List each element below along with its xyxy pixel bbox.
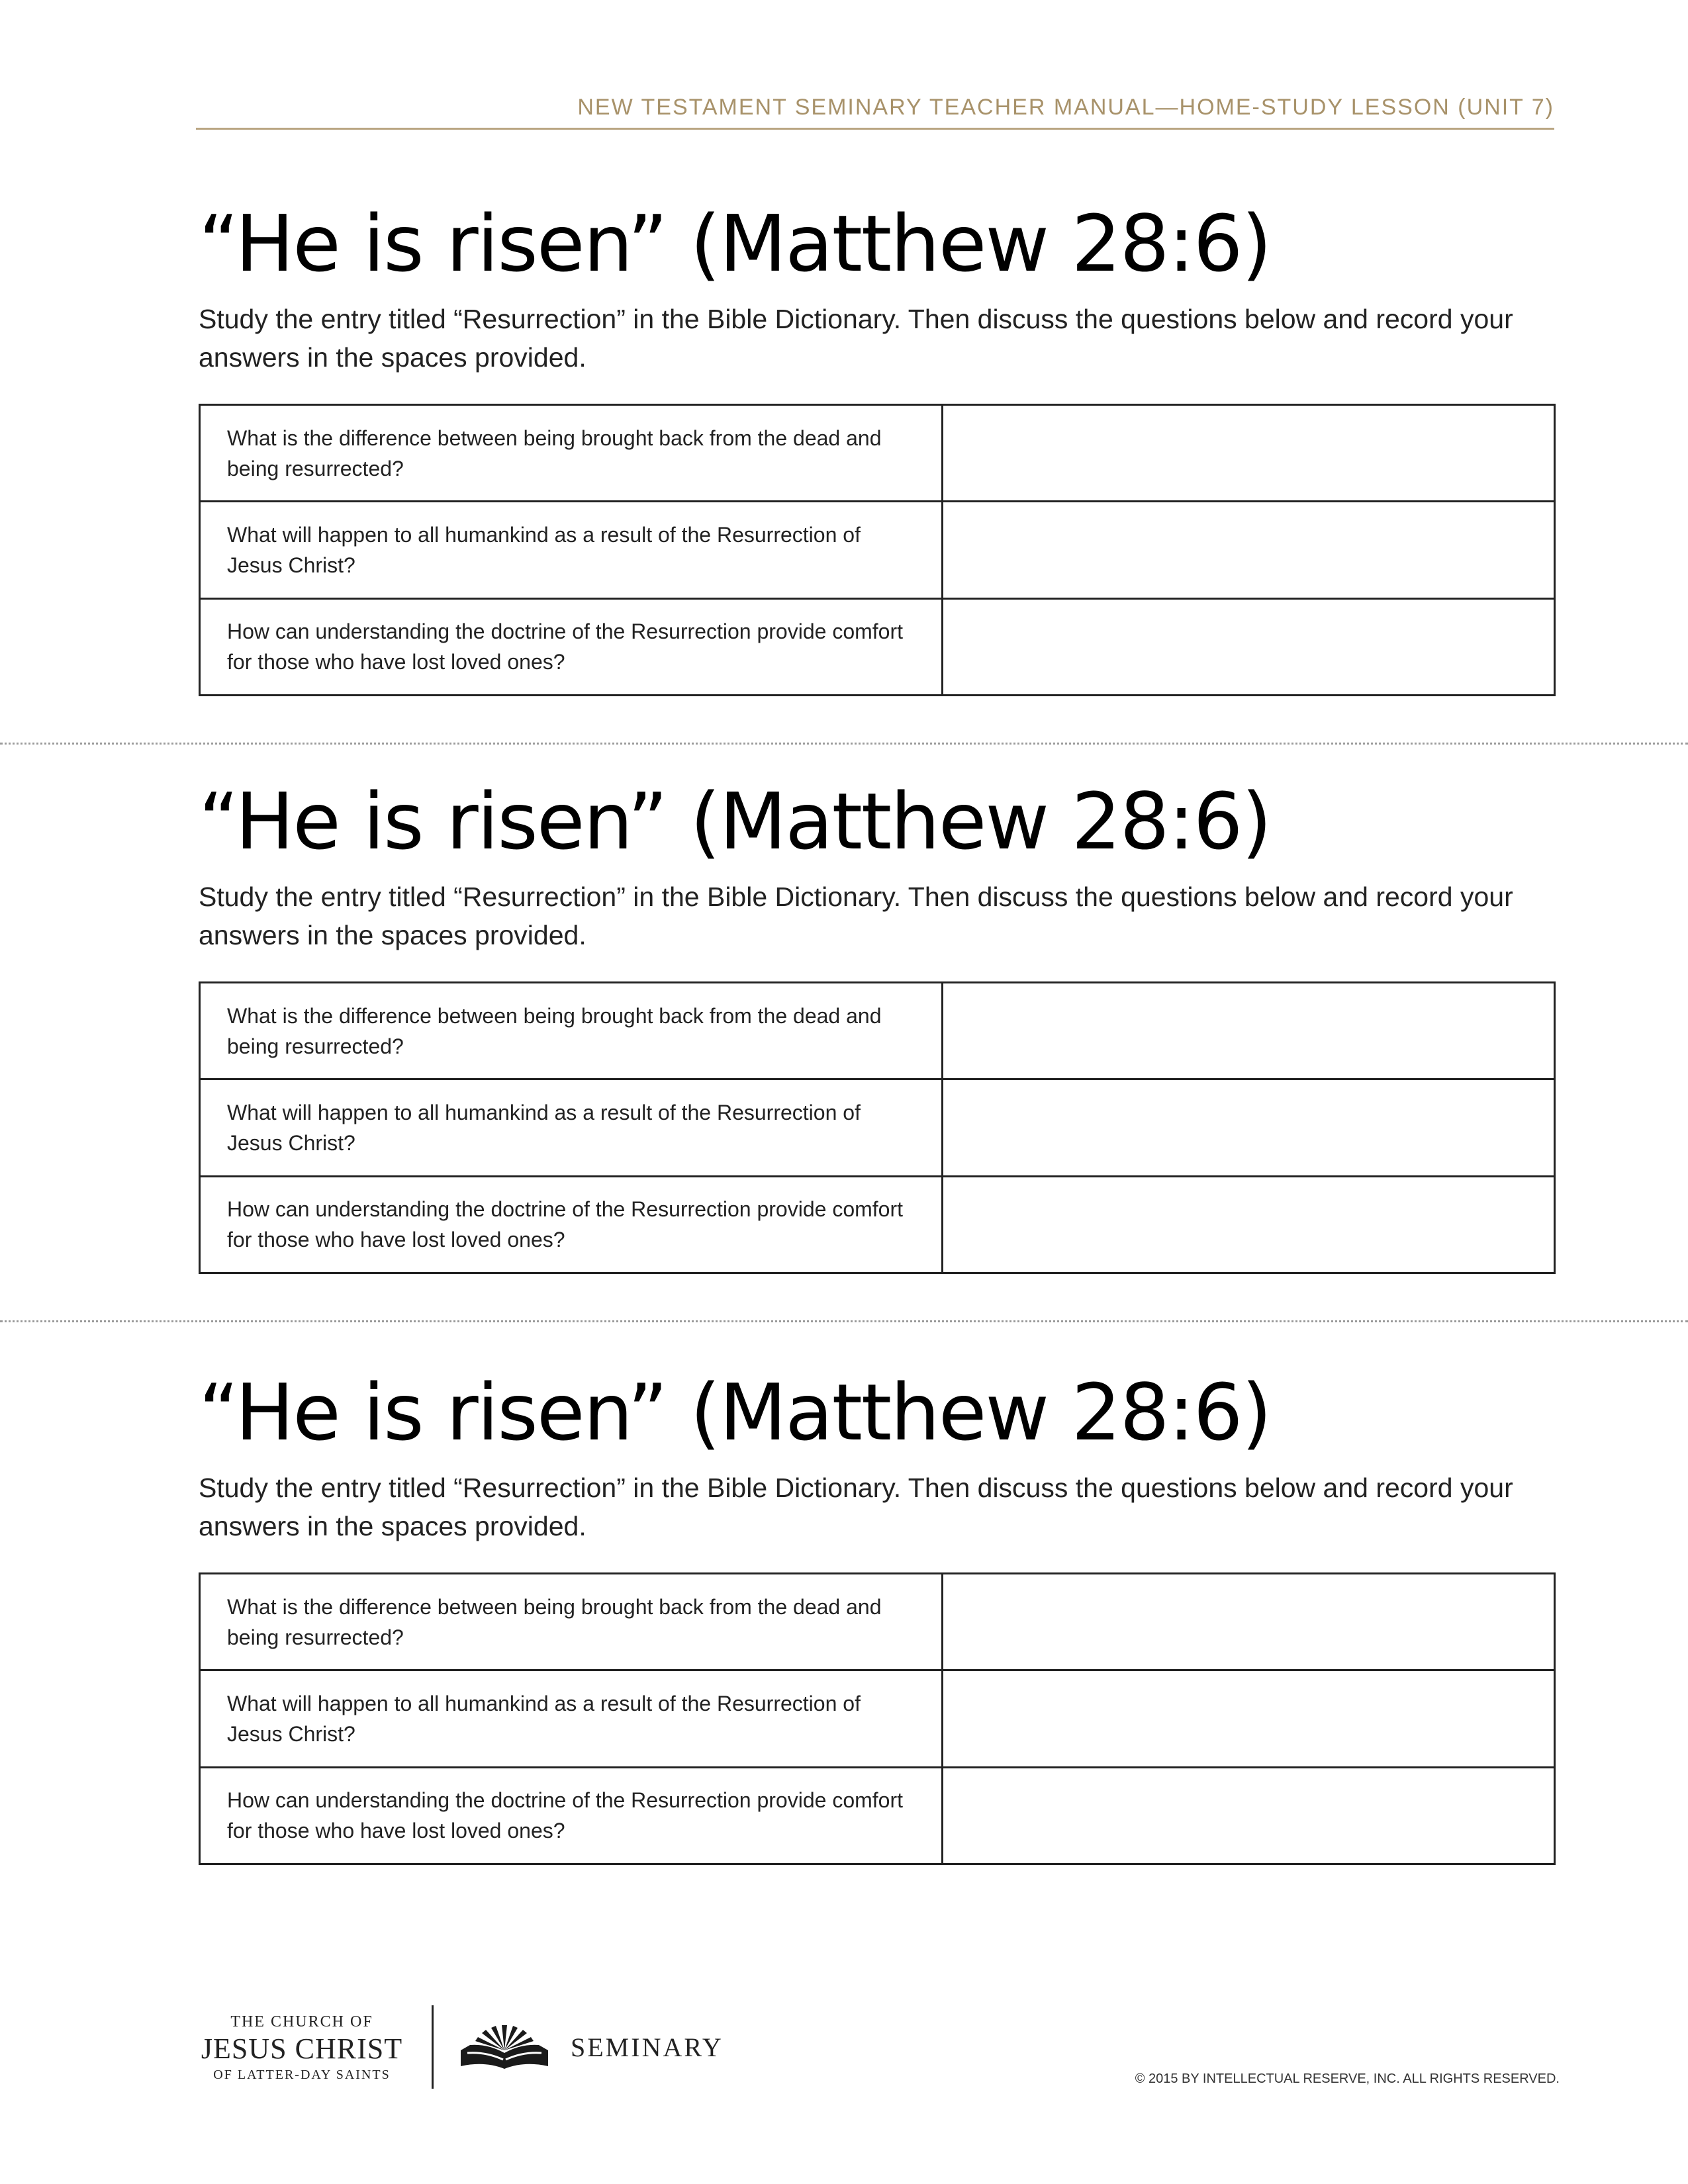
- answer-space[interactable]: [943, 1079, 1555, 1176]
- logo-divider: [432, 2005, 434, 2089]
- table-row: [200, 983, 1555, 1079]
- question-cell: What will happen to all humankind as a result of the Resurrection of Jesus Christ?: [200, 502, 943, 598]
- question-cell: What is the difference between being brought back from the dead and being resurrected?: [200, 405, 943, 502]
- seminary-book-icon: [458, 2024, 551, 2070]
- answer-space[interactable]: [943, 502, 1555, 598]
- question-table: [199, 1572, 1556, 1865]
- section-title: “He is risen” (Matthew 28:6): [199, 1367, 1271, 1458]
- answer-space[interactable]: [943, 405, 1555, 502]
- header-rule: [196, 128, 1554, 130]
- table-row: [200, 405, 1555, 502]
- table-row: [200, 1670, 1555, 1767]
- cut-line: [0, 743, 1688, 745]
- handout-section-2: [0, 772, 1688, 1314]
- cut-line: [0, 1320, 1688, 1322]
- question-cell: How can understanding the doctrine of the Resurrection provide comfort for those who have lost loved ones?: [200, 598, 943, 695]
- church-logo-line1: THE CHURCH OF: [230, 2013, 373, 2030]
- table-row: [200, 1767, 1555, 1864]
- question-cell: What is the difference between being brought back from the dead and being resurrected?: [200, 1574, 943, 1670]
- church-logo: [196, 2012, 408, 2083]
- section-title: “He is risen” (Matthew 28:6): [199, 198, 1271, 289]
- section-instructions: Study the entry titled “Resurrection” in the Bible Dictionary. Then discuss the questions below and record your answers in the spaces provided.: [199, 304, 1513, 373]
- answer-space[interactable]: [943, 1176, 1555, 1273]
- seminary-wordmark: SEMINARY: [571, 2032, 724, 2062]
- section-instructions: Study the entry titled “Resurrection” in the Bible Dictionary. Then discuss the questions below and record your answers in the spaces provided.: [199, 882, 1513, 950]
- table-row: [200, 1079, 1555, 1176]
- question-table: [199, 404, 1556, 696]
- running-header: NEW TESTAMENT SEMINARY TEACHER MANUAL—HOME-STUDY LESSON (UNIT 7): [577, 95, 1554, 120]
- copyright-notice: © 2015 BY INTELLECTUAL RESERVE, INC. ALL RIGHTS RESERVED.: [1135, 2071, 1560, 2086]
- handout-section-1: [0, 194, 1688, 737]
- answer-space[interactable]: [943, 1767, 1555, 1864]
- question-table: [199, 981, 1556, 1274]
- church-logo-line3: OF LATTER-DAY SAINTS: [213, 2068, 391, 2082]
- question-cell: How can understanding the doctrine of the Resurrection provide comfort for those who have lost loved ones?: [200, 1767, 943, 1864]
- section-instructions: Study the entry titled “Resurrection” in the Bible Dictionary. Then discuss the questions below and record your answers in the spaces provided.: [199, 1473, 1513, 1541]
- table-row: [200, 1574, 1555, 1670]
- question-cell: What will happen to all humankind as a result of the Resurrection of Jesus Christ?: [200, 1079, 943, 1176]
- answer-space[interactable]: [943, 1670, 1555, 1767]
- question-cell: How can understanding the doctrine of the Resurrection provide comfort for those who have lost loved ones?: [200, 1176, 943, 1273]
- table-row: [200, 502, 1555, 598]
- answer-space[interactable]: [943, 598, 1555, 695]
- answer-space[interactable]: [943, 1574, 1555, 1670]
- page-footer: [196, 2005, 1560, 2091]
- question-cell: What will happen to all humankind as a result of the Resurrection of Jesus Christ?: [200, 1670, 943, 1767]
- table-row: [200, 1176, 1555, 1273]
- answer-space[interactable]: [943, 983, 1555, 1079]
- church-logo-line2: JESUS CHRIST: [201, 2032, 403, 2065]
- question-cell: What is the difference between being brought back from the dead and being resurrected?: [200, 983, 943, 1079]
- section-title: “He is risen” (Matthew 28:6): [199, 776, 1271, 867]
- table-row: [200, 598, 1555, 695]
- handout-section-3: [0, 1363, 1688, 1905]
